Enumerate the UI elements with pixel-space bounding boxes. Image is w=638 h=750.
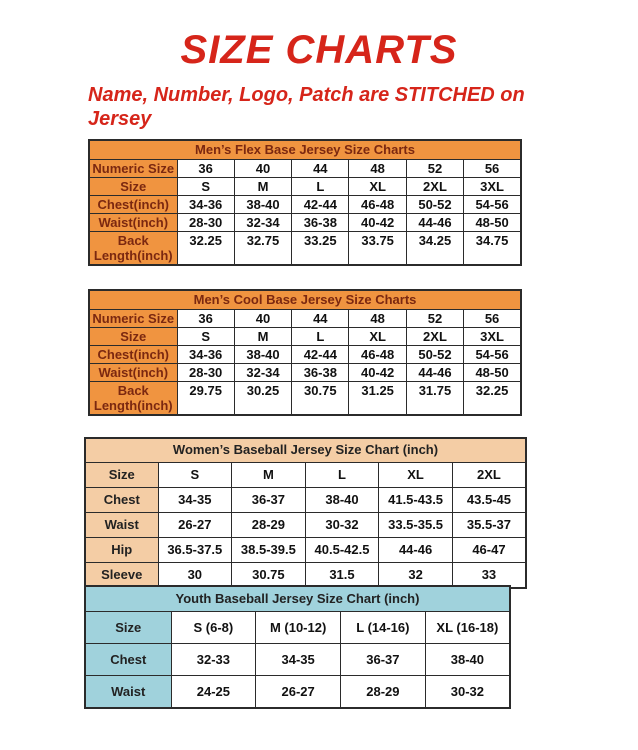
table-row	[85, 538, 526, 563]
row-label: Chest(inch)	[89, 196, 177, 214]
size-cell: 31.75	[406, 382, 463, 416]
size-cell: 31.5	[305, 563, 379, 589]
row-label: Size	[85, 463, 158, 488]
size-cell: XL (16-18)	[425, 612, 510, 644]
size-cell: 38.5-39.5	[232, 538, 306, 563]
size-cell: 34.75	[464, 232, 521, 266]
size-cell: 33.25	[292, 232, 349, 266]
size-cell: S	[177, 178, 234, 196]
row-label: Back Length(inch)	[89, 232, 177, 266]
size-cell: 44-46	[379, 538, 453, 563]
size-cell: 36	[177, 310, 234, 328]
size-cell: 38-40	[425, 644, 510, 676]
table-row	[85, 513, 526, 538]
youth-baseball-table	[84, 585, 511, 709]
size-cell: 28-30	[177, 364, 234, 382]
size-cell: L (14-16)	[341, 612, 426, 644]
table-title: Women’s Baseball Jersey Size Chart (inch)	[85, 438, 526, 463]
table-title: Youth Baseball Jersey Size Chart (inch)	[85, 586, 510, 612]
page-title: SIZE CHARTS	[180, 28, 458, 72]
table-row	[85, 463, 526, 488]
size-cell: L	[292, 178, 349, 196]
size-cell: 26-27	[158, 513, 232, 538]
size-cell: 43.5-45	[452, 488, 526, 513]
size-cell: 28-29	[341, 676, 426, 709]
table-row	[85, 612, 510, 644]
size-cell: 24-25	[171, 676, 256, 709]
size-cell: 3XL	[464, 178, 521, 196]
size-cell: 46-48	[349, 346, 406, 364]
size-cell: M	[234, 328, 291, 346]
size-cell: 2XL	[406, 328, 463, 346]
row-label: Waist(inch)	[89, 214, 177, 232]
row-label: Numeric Size	[89, 310, 177, 328]
size-cell: 40-42	[349, 214, 406, 232]
size-cell: 54-56	[464, 346, 521, 364]
size-cell: 36-38	[292, 214, 349, 232]
table-row	[85, 488, 526, 513]
size-cell: 50-52	[406, 346, 463, 364]
size-cell: 40	[234, 160, 291, 178]
table-title: Men’s Cool Base Jersey Size Charts	[89, 290, 521, 310]
size-cell: 34-35	[158, 488, 232, 513]
mens-cool-base-table	[88, 289, 522, 416]
size-cell: 32.25	[464, 382, 521, 416]
size-cell: 3XL	[464, 328, 521, 346]
row-label: Size	[85, 612, 171, 644]
size-cell: M (10-12)	[256, 612, 341, 644]
table-row	[89, 232, 521, 266]
row-label: Chest	[85, 644, 171, 676]
size-cell: 31.25	[349, 382, 406, 416]
size-cell: 44	[292, 310, 349, 328]
table-row	[89, 382, 521, 416]
table-title: Men’s Flex Base Jersey Size Charts	[89, 140, 521, 160]
row-label: Size	[89, 178, 177, 196]
size-cell: 30-32	[425, 676, 510, 709]
size-cell: M	[232, 463, 306, 488]
table-row	[85, 676, 510, 709]
row-label: Size	[89, 328, 177, 346]
size-cell: 38-40	[305, 488, 379, 513]
table-row	[89, 346, 521, 364]
row-label: Hip	[85, 538, 158, 563]
size-cell: 54-56	[464, 196, 521, 214]
size-cell: 32.75	[234, 232, 291, 266]
size-cell: 33.5-35.5	[379, 513, 453, 538]
size-cell: 50-52	[406, 196, 463, 214]
size-cell: L	[305, 463, 379, 488]
row-label: Numeric Size	[89, 160, 177, 178]
size-cell: S	[158, 463, 232, 488]
size-cell: XL	[379, 463, 453, 488]
size-cell: 2XL	[452, 463, 526, 488]
size-cell: 36-38	[292, 364, 349, 382]
size-cell: 44-46	[406, 364, 463, 382]
row-label: Waist(inch)	[89, 364, 177, 382]
size-cell: 32-34	[234, 214, 291, 232]
size-cell: 30	[158, 563, 232, 589]
mens-flex-base-size-chart	[88, 139, 522, 266]
table-row	[89, 364, 521, 382]
row-label: Sleeve	[85, 563, 158, 589]
row-label: Waist	[85, 676, 171, 709]
size-cell: 38-40	[234, 346, 291, 364]
size-cell: 2XL	[406, 178, 463, 196]
row-label: Back Length(inch)	[89, 382, 177, 416]
size-cell: 38-40	[234, 196, 291, 214]
size-cell: 32	[379, 563, 453, 589]
table-row	[85, 644, 510, 676]
size-cell: 42-44	[292, 346, 349, 364]
table-row	[89, 214, 521, 232]
page-subtitle: Name, Number, Logo, Patch are STITCHED on Jersey	[88, 84, 525, 130]
size-cell: 32.25	[177, 232, 234, 266]
size-cell: XL	[349, 178, 406, 196]
size-cell: 34-36	[177, 196, 234, 214]
size-cell: 35.5-37	[452, 513, 526, 538]
row-label: Chest(inch)	[89, 346, 177, 364]
size-cell: 46-47	[452, 538, 526, 563]
size-cell: 33	[452, 563, 526, 589]
size-cell: 56	[464, 160, 521, 178]
size-cell: 30.75	[232, 563, 306, 589]
size-cell: 52	[406, 160, 463, 178]
row-label: Chest	[85, 488, 158, 513]
size-cell: 42-44	[292, 196, 349, 214]
size-cell: 48-50	[464, 214, 521, 232]
size-cell: 36	[177, 160, 234, 178]
size-cell: 30.25	[234, 382, 291, 416]
table-row	[89, 310, 521, 328]
size-cell: 40-42	[349, 364, 406, 382]
size-cell: XL	[349, 328, 406, 346]
size-cell: 28-30	[177, 214, 234, 232]
size-cell: 29.75	[177, 382, 234, 416]
table-row	[89, 328, 521, 346]
size-cell: 36-37	[232, 488, 306, 513]
size-cell: 26-27	[256, 676, 341, 709]
size-cell: 33.75	[349, 232, 406, 266]
size-cell: 36.5-37.5	[158, 538, 232, 563]
size-cell: 44-46	[406, 214, 463, 232]
size-cell: 40	[234, 310, 291, 328]
size-cell: 40.5-42.5	[305, 538, 379, 563]
mens-cool-base-size-chart	[88, 289, 522, 416]
size-cell: 44	[292, 160, 349, 178]
table-row	[89, 196, 521, 214]
size-cell: 34.25	[406, 232, 463, 266]
size-cell: 34-35	[256, 644, 341, 676]
size-cell: 36-37	[341, 644, 426, 676]
womens-baseball-table	[84, 437, 527, 589]
size-cell: 32-33	[171, 644, 256, 676]
table-row	[89, 160, 521, 178]
size-cell: M	[234, 178, 291, 196]
size-cell: 41.5-43.5	[379, 488, 453, 513]
size-cell: 46-48	[349, 196, 406, 214]
size-cell: 32-34	[234, 364, 291, 382]
size-cell: S (6-8)	[171, 612, 256, 644]
table-row	[89, 178, 521, 196]
size-cell: 28-29	[232, 513, 306, 538]
size-cell: 30-32	[305, 513, 379, 538]
youth-baseball-size-chart	[84, 585, 511, 709]
size-cell: L	[292, 328, 349, 346]
size-cell: 48	[349, 160, 406, 178]
mens-flex-base-table	[88, 139, 522, 266]
size-cell: 34-36	[177, 346, 234, 364]
size-cell: 52	[406, 310, 463, 328]
size-cell: 48	[349, 310, 406, 328]
size-cell: 56	[464, 310, 521, 328]
size-cell: 48-50	[464, 364, 521, 382]
row-label: Waist	[85, 513, 158, 538]
size-cell: S	[177, 328, 234, 346]
womens-baseball-size-chart	[84, 437, 527, 589]
size-cell: 30.75	[292, 382, 349, 416]
